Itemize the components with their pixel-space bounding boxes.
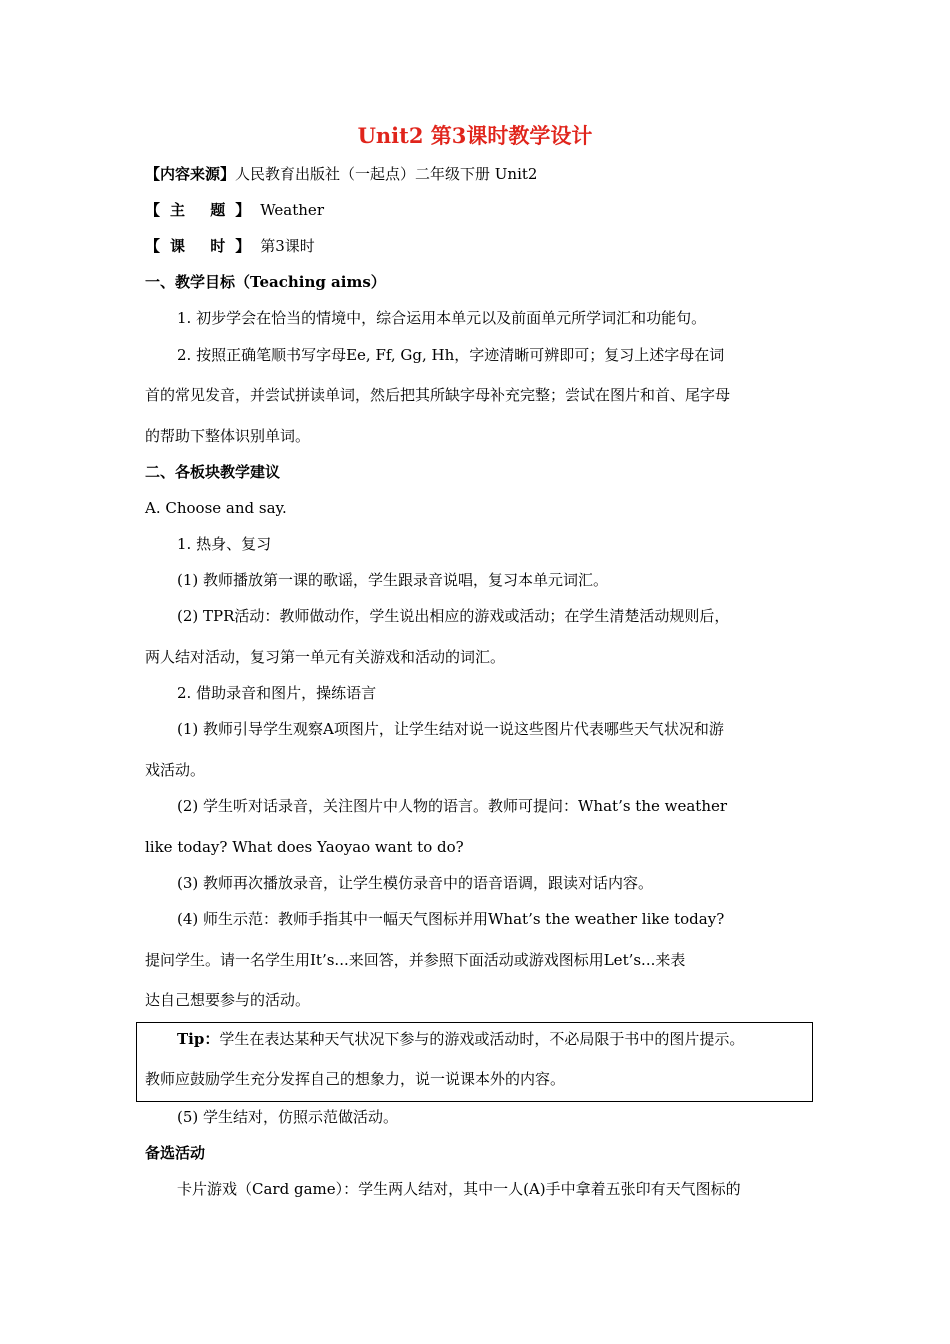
tip-text-1: 学生在表达某种天气状况下参与的游戏或活动时，不必局限于书中的图片提示。 bbox=[219, 1030, 745, 1048]
meta-period-label: 【课 时】 bbox=[145, 237, 261, 255]
optional-para1: 卡片游戏（Card game）：学生两人结对，其中一人(A)手中拿着五张印有天气图标的 bbox=[177, 1180, 741, 1198]
step1-para1: (1) 教师播放第一课的歌谣，学生跟录音说唱，复习本单元词汇。 bbox=[177, 571, 609, 589]
optional-heading: 备选活动 bbox=[145, 1144, 206, 1162]
section1-heading: 一、教学目标（Teaching aims） bbox=[145, 273, 386, 291]
meta-topic-value: Weather bbox=[260, 201, 324, 219]
meta-source bbox=[145, 164, 810, 184]
aim-item-2-line3: 的帮助下整体识别单词。 bbox=[145, 427, 311, 445]
meta-period-value: 第3课时 bbox=[260, 237, 315, 255]
step2-para1-line1: (1) 教师引导学生观察A项图片，让学生结对说一说这些图片代表哪些天气状况和游 bbox=[177, 720, 724, 738]
step2-para4-line2: 提问学生。请一名学生用It’s...来回答，并参照下面活动或游戏图标用Let’s...来表 bbox=[145, 951, 686, 969]
page-title: Unit2 第3课时教学设计 bbox=[357, 123, 593, 148]
step2-para2-line2: like today? What does Yaoyao want to do? bbox=[145, 838, 464, 856]
meta-source-label: 【内容来源】 bbox=[145, 165, 236, 183]
part-a-heading: A. Choose and say. bbox=[145, 499, 287, 517]
step2-para1-line2: 戏活动。 bbox=[145, 761, 206, 779]
step1-para2-line2: 两人结对活动，复习第一单元有关游戏和活动的词汇。 bbox=[145, 648, 506, 666]
meta-topic bbox=[145, 200, 810, 220]
step2-heading: 2. 借助录音和图片，操练语言 bbox=[177, 684, 377, 702]
step2-para5: (5) 学生结对，仿照示范做活动。 bbox=[177, 1108, 399, 1126]
step2-para4-line3: 达自己想要参与的活动。 bbox=[145, 991, 311, 1009]
section2-heading: 二、各板块教学建议 bbox=[145, 463, 281, 481]
step1-heading: 1. 热身、复习 bbox=[177, 535, 272, 553]
aim-item-1: 1. 初步学会在恰当的情境中，综合运用本单元以及前面单元所学词汇和功能句。 bbox=[177, 309, 707, 327]
aim-item-2-line1: 2. 按照正确笔顺书写字母Ee, Ff, Gg, Hh，字迹清晰可辨即可；复习上述字母在词 bbox=[177, 346, 725, 364]
aim-item-2-line2: 首的常见发音，并尝试拼读单词，然后把其所缺字母补充完整；尝试在图片和首、尾字母 bbox=[145, 386, 731, 404]
meta-topic-label: 【主 题】 bbox=[145, 201, 261, 219]
tip-line2: 教师应鼓励学生充分发挥自己的想象力，说一说课本外的内容。 bbox=[145, 1070, 566, 1088]
step1-para2-line1: (2) TPR活动：教师做动作，学生说出相应的游戏或活动；在学生清楚活动规则后， bbox=[177, 607, 730, 625]
step2-para3: (3) 教师再次播放录音，让学生模仿录音中的语音语调，跟读对话内容。 bbox=[177, 874, 654, 892]
step2-para2-line1: (2) 学生听对话录音，关注图片中人物的语言。教师可提问：What’s the weather bbox=[177, 797, 728, 815]
step2-para4-line1: (4) 师生示范：教师手指其中一幅天气图标并用What’s the weather like today? bbox=[177, 910, 725, 928]
meta-source-value: 人民教育出版社（一起点）二年级下册 Unit2 bbox=[235, 165, 538, 183]
tip-line1 bbox=[177, 1029, 842, 1049]
tip-label: Tip： bbox=[177, 1030, 220, 1048]
meta-period bbox=[145, 236, 810, 256]
